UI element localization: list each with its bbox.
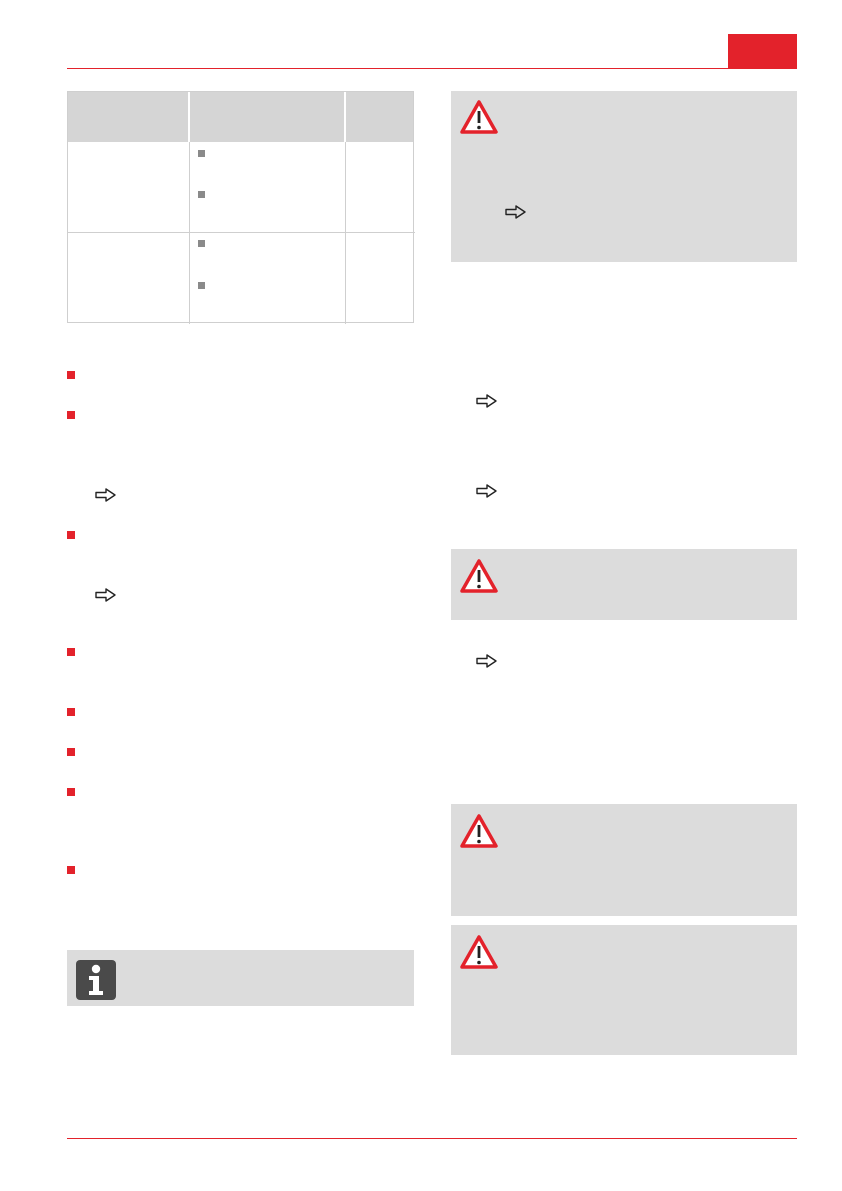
list-bullet bbox=[67, 866, 75, 874]
table-bullet bbox=[198, 191, 205, 198]
column-divider bbox=[189, 142, 190, 324]
warning-note bbox=[451, 549, 797, 620]
warning-triangle-icon bbox=[459, 813, 499, 849]
list-bullet bbox=[67, 531, 75, 539]
info-icon bbox=[76, 960, 116, 1000]
header-divider bbox=[188, 92, 190, 142]
row-divider bbox=[68, 232, 415, 233]
header-rule bbox=[67, 68, 797, 69]
warning-note bbox=[451, 925, 797, 1055]
arrow-right-icon bbox=[505, 205, 527, 219]
arrow-right-icon bbox=[476, 484, 498, 498]
list-bullet bbox=[67, 748, 75, 756]
warning-note bbox=[451, 804, 797, 916]
list-bullet bbox=[67, 411, 75, 419]
warning-triangle-icon bbox=[459, 934, 499, 970]
info-note bbox=[67, 950, 414, 1006]
arrow-right-icon bbox=[476, 654, 498, 668]
data-table bbox=[67, 91, 414, 323]
list-bullet bbox=[67, 648, 75, 656]
warning-note bbox=[451, 91, 797, 262]
table-bullet bbox=[198, 240, 205, 247]
table-bullet bbox=[198, 150, 205, 157]
list-bullet bbox=[67, 708, 75, 716]
table-header bbox=[68, 92, 413, 142]
table-bullet bbox=[198, 282, 205, 289]
arrow-right-icon bbox=[95, 488, 117, 502]
arrow-right-icon bbox=[476, 394, 498, 408]
list-bullet bbox=[67, 371, 75, 379]
arrow-right-icon bbox=[95, 588, 117, 602]
header-divider bbox=[344, 92, 346, 142]
warning-triangle-icon bbox=[459, 99, 499, 135]
footer-rule bbox=[67, 1138, 797, 1139]
chapter-tab bbox=[728, 34, 797, 69]
warning-triangle-icon bbox=[459, 558, 499, 594]
column-divider bbox=[345, 142, 346, 324]
list-bullet bbox=[67, 788, 75, 796]
